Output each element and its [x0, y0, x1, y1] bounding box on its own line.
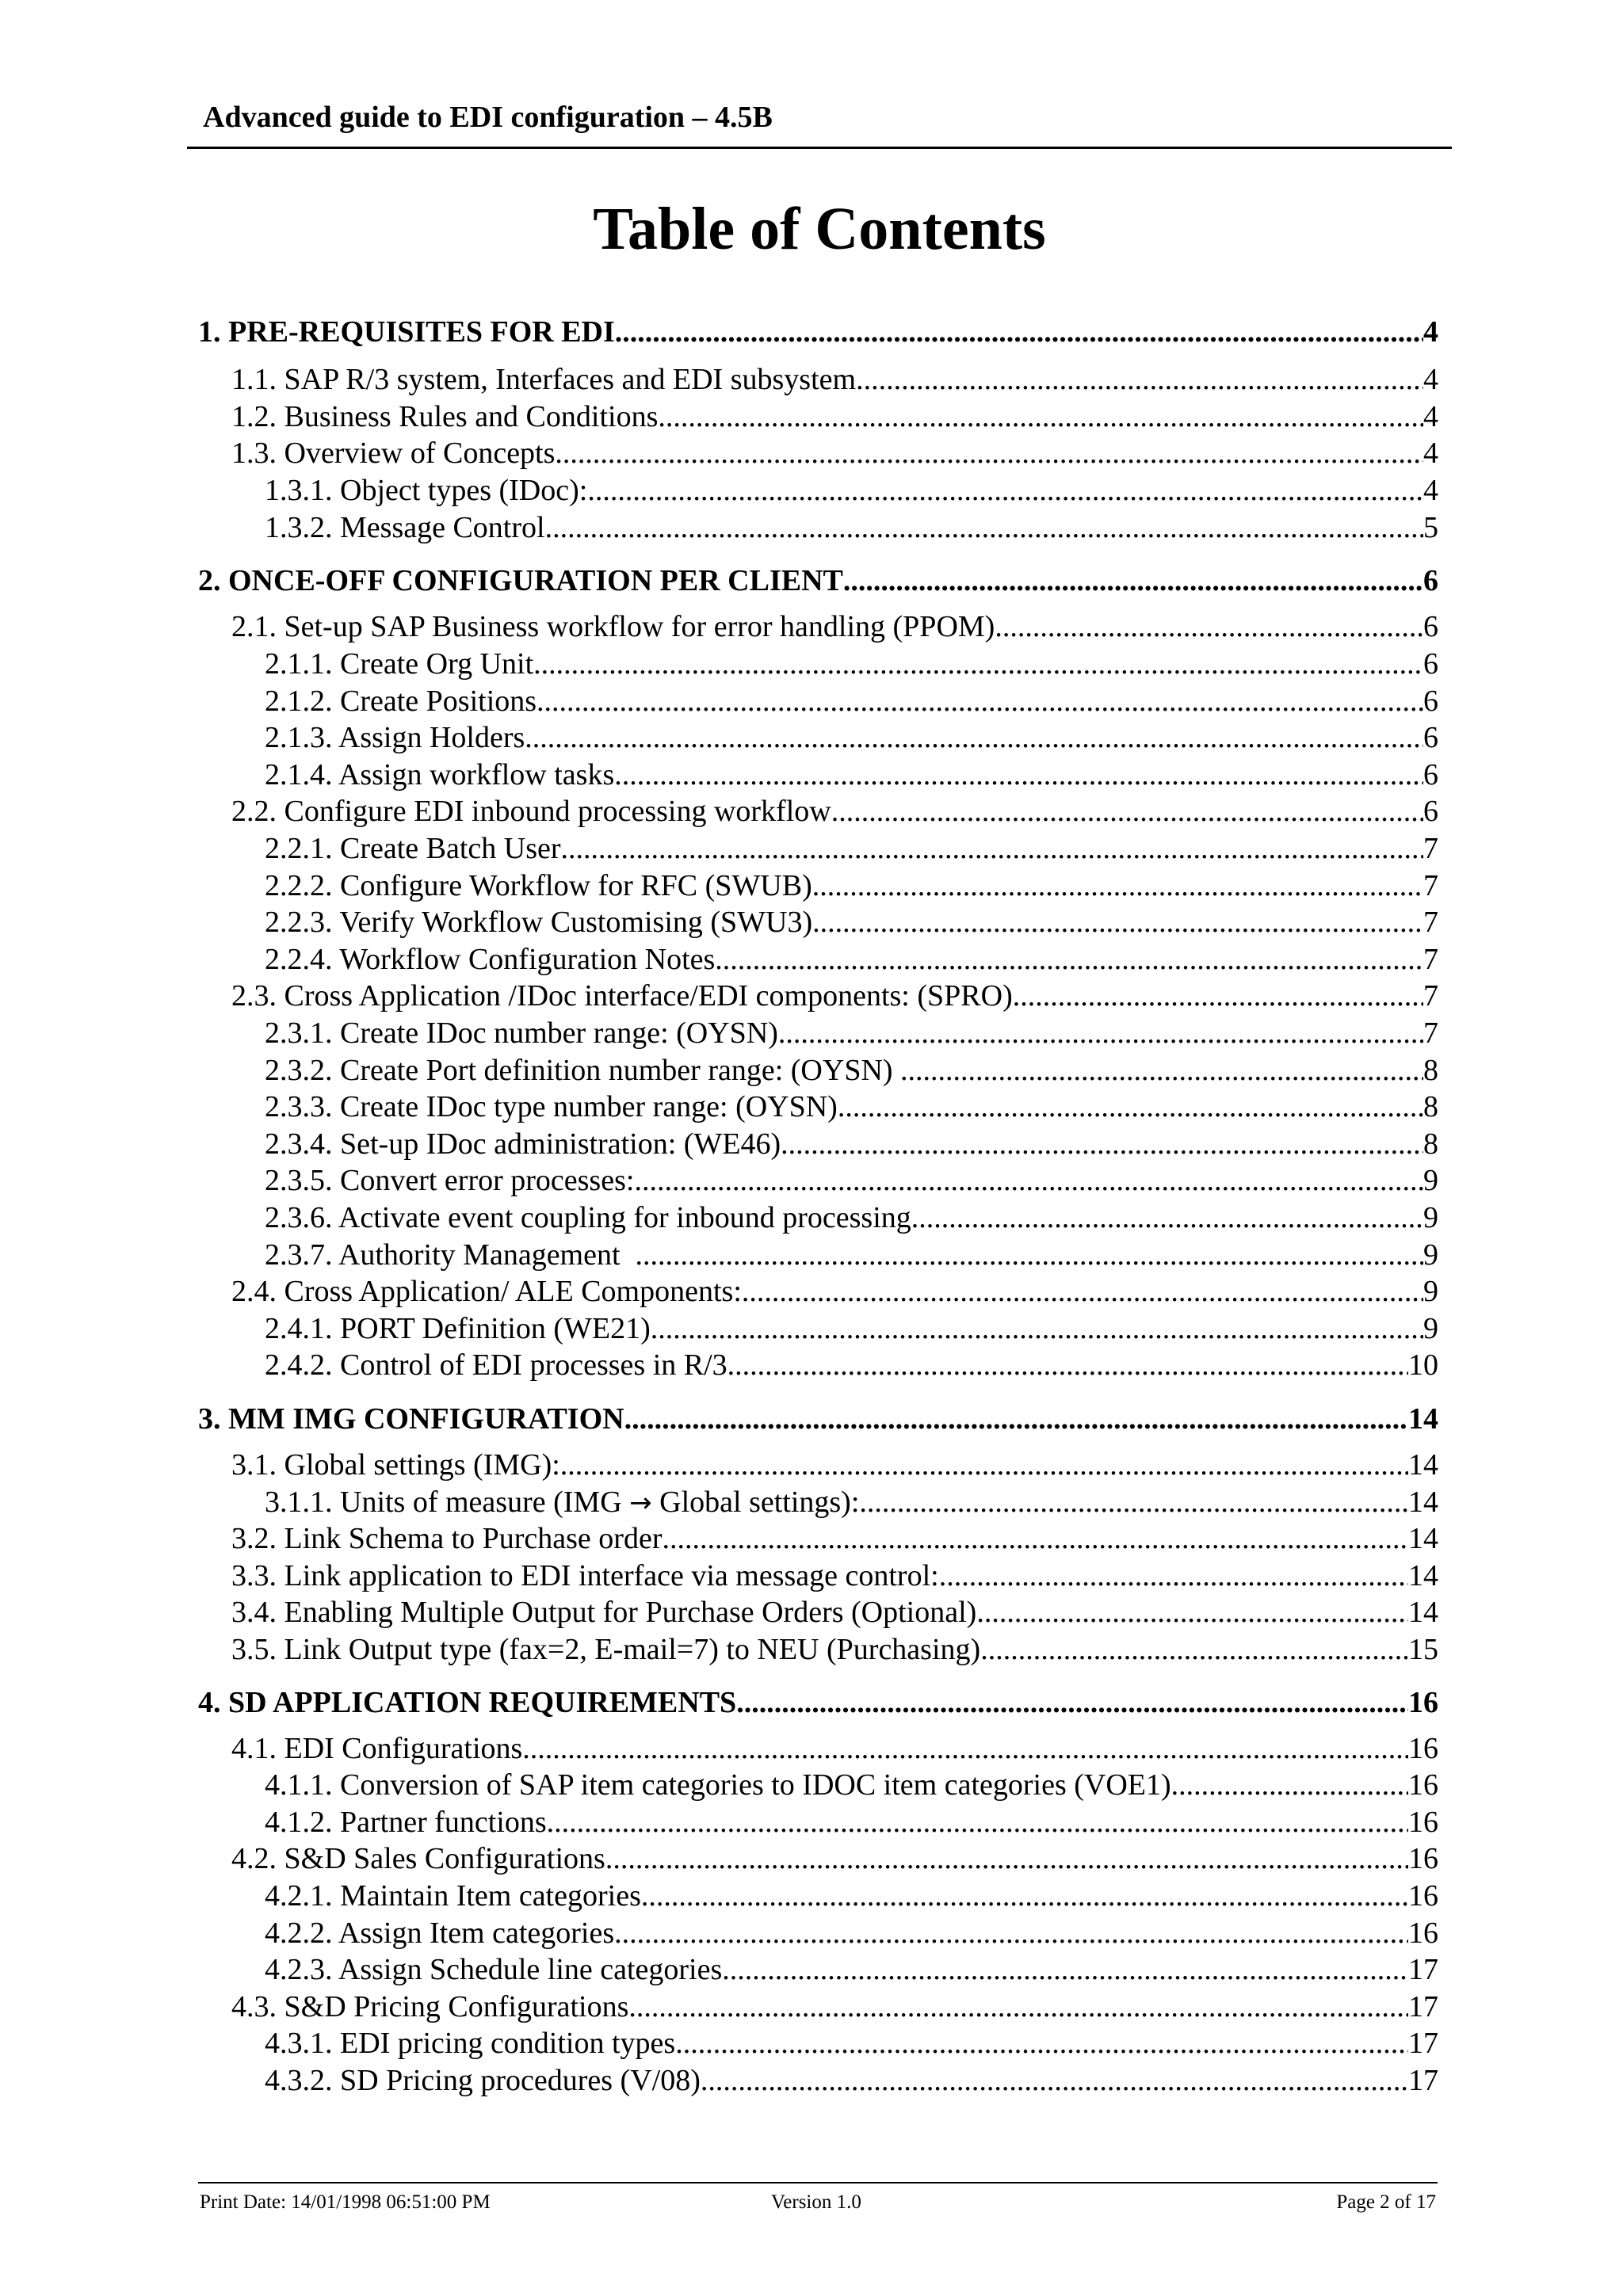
toc-entry-page: 7: [1423, 943, 1438, 976]
toc-dot-leader: [856, 361, 1423, 398]
toc-entry-page: 7: [1423, 832, 1438, 865]
toc-entry-page: 17: [1408, 2027, 1438, 2060]
toc-entry-title: 2.3.6. Activate event coupling for inbound processing: [265, 1201, 911, 1234]
toc-entry-title-part: 3.1.1. Units of measure (IMG: [265, 1486, 630, 1519]
toc-entry-page: 14: [1408, 1448, 1438, 1482]
toc-entry-title: 4.2. S&D Sales Configurations: [231, 1842, 605, 1875]
toc-entry[interactable]: [265, 1199, 1438, 1236]
toc-dot-leader: [614, 1915, 1408, 1951]
toc-dot-leader: [533, 646, 1423, 682]
toc-entry[interactable]: [265, 2025, 1438, 2061]
toc-dot-leader: [628, 1989, 1408, 2025]
toc-entry[interactable]: [231, 399, 1438, 435]
toc-entry-page: 8: [1423, 1054, 1438, 1087]
toc-entry-title: 3.3. Link application to EDI interface via message control:: [231, 1559, 939, 1592]
toc-entry[interactable]: [265, 1089, 1438, 1125]
toc-dot-leader: [911, 1199, 1423, 1236]
toc-entry-title: 2.3. Cross Application /IDoc interface/EDI components: (SPRO): [231, 979, 1013, 1013]
toc-dot-leader: [812, 868, 1423, 904]
toc-entry[interactable]: [265, 1767, 1438, 1803]
toc-entry-page: 7: [1423, 869, 1438, 902]
toc-dot-leader: [537, 683, 1423, 719]
toc-entry-page: 16: [1408, 1842, 1438, 1875]
toc-entry-title: 2.2.1. Create Batch User: [265, 832, 561, 865]
toc-entry-title: 4.2.1. Maintain Item categories: [265, 1879, 641, 1913]
toc-entry-title: 2.2.3. Verify Workflow Customising (SWU3): [265, 906, 813, 939]
toc-dot-leader: [727, 1347, 1408, 1383]
toc-dot-leader: [658, 399, 1423, 435]
footer-divider: [198, 2182, 1438, 2183]
toc-entry-page: 16: [1408, 1686, 1438, 1719]
toc-entry[interactable]: [265, 1951, 1438, 1988]
toc-dot-leader: [651, 1310, 1423, 1347]
toc-dot-leader: [778, 1015, 1423, 1051]
toc-dot-leader: [980, 1631, 1408, 1668]
toc-entry-title: 4. SD APPLICATION REQUIREMENTS: [198, 1686, 737, 1719]
toc-entry[interactable]: [231, 978, 1438, 1014]
toc-entry[interactable]: [231, 1447, 1438, 1483]
toc-dot-leader: [1171, 1767, 1408, 1803]
toc-dot-leader: [742, 1273, 1423, 1310]
toc-entry-title: 1.1. SAP R/3 system, Interfaces and EDI subsystem: [231, 363, 857, 396]
toc-entry-title: 3.5. Link Output type (fax=2, E-mail=7) to NEU (Purchasing): [231, 1633, 981, 1666]
toc-entry[interactable]: [265, 509, 1438, 546]
toc-entry-page: 9: [1423, 1164, 1438, 1197]
toc-entry-title: 4.3.2. SD Pricing procedures (V/08): [265, 2064, 701, 2097]
toc-entry-page: 17: [1408, 2064, 1438, 2097]
toc-entry[interactable]: [265, 2062, 1438, 2099]
toc-entry-page: 16: [1408, 1806, 1438, 1839]
toc-entry[interactable]: [265, 1347, 1438, 1383]
toc-entry-page: 5: [1423, 511, 1438, 544]
toc-entry[interactable]: [231, 1594, 1438, 1630]
toc-entry[interactable]: [231, 1730, 1438, 1767]
toc-entry-title: 2.4.1. PORT Definition (WE21): [265, 1312, 651, 1345]
toc-entry-page: 9: [1423, 1201, 1438, 1234]
toc-entry[interactable]: [231, 361, 1438, 398]
footer-version: Version 1.0: [771, 2191, 861, 2213]
toc-dot-leader: [939, 1558, 1408, 1594]
toc-entry-page: 6: [1423, 685, 1438, 718]
toc-entry-page: 6: [1423, 795, 1438, 828]
toc-entry-title: 4.1. EDI Configurations: [231, 1732, 523, 1765]
toc-entry[interactable]: [265, 1015, 1438, 1051]
toc-entry-title: 2.2. Configure EDI inbound processing workflow: [231, 795, 831, 828]
toc-entry-page: 6: [1423, 721, 1438, 754]
toc-entry-title: 2. ONCE-OFF CONFIGURATION PER CLIENT: [198, 564, 843, 597]
right-arrow-icon: →: [629, 1487, 652, 1519]
toc-dot-leader: [701, 2062, 1408, 2099]
toc-entry[interactable]: [265, 1126, 1438, 1162]
toc-entry-title: 2.3.4. Set-up IDoc administration: (WE46): [265, 1127, 781, 1161]
toc-entry-page: 7: [1423, 979, 1438, 1013]
toc-entry[interactable]: [198, 563, 1438, 599]
toc-dot-leader: [525, 719, 1423, 756]
toc-entry-page: 4: [1423, 437, 1438, 470]
toc-entry-page: 14: [1408, 1559, 1438, 1592]
toc-entry[interactable]: [231, 1558, 1438, 1594]
toc-dot-leader: [555, 435, 1423, 471]
toc-entry[interactable]: [265, 1052, 1438, 1089]
toc-entry[interactable]: [265, 1878, 1438, 1914]
toc-entry-title: 2.3.2. Create Port definition number range: (OYSN): [265, 1054, 901, 1087]
toc-entry[interactable]: [231, 1631, 1438, 1668]
toc-entry-title: 2.4. Cross Application/ ALE Components:: [231, 1275, 742, 1308]
page-title: Table of Contents: [593, 196, 1046, 262]
toc-entry-title: 4.2.3. Assign Schedule line categories: [265, 1953, 723, 1986]
toc-entry[interactable]: [231, 1989, 1438, 2025]
toc-entry-title-part: Global settings):: [651, 1486, 860, 1519]
toc-entry-title: 3.2. Link Schema to Purchase order: [231, 1522, 663, 1555]
toc-entry-title: 2.3.7. Authority Management: [265, 1238, 636, 1272]
toc-dot-leader: [900, 1052, 1423, 1089]
toc-entry[interactable]: [231, 1840, 1438, 1877]
toc-entry-page: 9: [1423, 1275, 1438, 1308]
footer-page-number: Page 2 of 17: [1336, 2191, 1436, 2213]
toc-entry-title: 2.1.4. Assign workflow tasks: [265, 758, 615, 791]
toc-entry[interactable]: [265, 868, 1438, 904]
toc-entry-page: 4: [1423, 474, 1438, 507]
toc-dot-leader: [587, 472, 1423, 509]
toc-entry-title: 4.1.2. Partner functions: [265, 1806, 547, 1839]
toc-entry-title: 2.3.1. Create IDoc number range: (OYSN): [265, 1016, 778, 1050]
toc-entry[interactable]: [231, 608, 1438, 645]
toc-dot-leader: [675, 2025, 1408, 2061]
toc-entry-page: 6: [1423, 758, 1438, 791]
toc-entry[interactable]: [198, 1401, 1438, 1437]
toc-entry-page: 9: [1423, 1238, 1438, 1272]
toc-entry-page: 16: [1408, 1768, 1438, 1802]
footer-print-date: Print Date: 14/01/1998 06:51:00 PM: [200, 2191, 491, 2213]
document-header-title: Advanced guide to EDI configuration – 4.5B: [203, 101, 773, 134]
toc-entry-title: 2.1. Set-up SAP Business workflow for error handling (PPOM): [231, 610, 995, 643]
toc-dot-leader: [636, 1237, 1423, 1273]
toc-entry-title: 1.3.1. Object types (IDoc):: [265, 474, 588, 507]
toc-entry-title: 2.2.2. Configure Workflow for RFC (SWUB): [265, 869, 812, 902]
toc-entry[interactable]: [265, 757, 1438, 793]
toc-entry[interactable]: [265, 683, 1438, 719]
toc-entry-page: 6: [1423, 647, 1438, 681]
toc-dot-leader: [995, 608, 1423, 645]
toc-entry[interactable]: [231, 793, 1438, 830]
toc-entry-page: 7: [1423, 1016, 1438, 1050]
toc-entry-title: 2.1.3. Assign Holders: [265, 721, 525, 754]
toc-entry-page: 17: [1408, 1953, 1438, 1986]
toc-entry-title: 2.3.5. Convert error processes:: [265, 1164, 635, 1197]
toc-entry-page: 17: [1408, 1990, 1438, 2023]
toc-dot-leader: [843, 563, 1423, 599]
toc-entry-page: 14: [1408, 1402, 1438, 1436]
toc-entry-title: [265, 1484, 859, 1520]
toc-entry[interactable]: [231, 1273, 1438, 1310]
toc-entry[interactable]: [265, 719, 1438, 756]
toc-entry-page: 4: [1423, 315, 1438, 349]
toc-entry-page: 14: [1408, 1596, 1438, 1629]
toc-entry-page: 7: [1423, 906, 1438, 939]
toc-dot-leader: [614, 757, 1423, 793]
toc-entry[interactable]: [231, 1520, 1438, 1557]
toc-entry-title: 1.3. Overview of Concepts: [231, 437, 556, 470]
toc-entry-page: 8: [1423, 1127, 1438, 1161]
toc-entry-page: 6: [1423, 564, 1438, 597]
toc-dot-leader: [545, 509, 1423, 546]
toc-entry[interactable]: [265, 1237, 1438, 1273]
toc-entry-page: 16: [1408, 1879, 1438, 1913]
toc-entry-page: 6: [1423, 610, 1438, 643]
toc-entry-page: 4: [1423, 363, 1438, 396]
toc-entry-page: 4: [1423, 400, 1438, 433]
toc-dot-leader: [560, 1447, 1408, 1483]
toc-entry-title: 1.2. Business Rules and Conditions: [231, 400, 659, 433]
toc-entry-title: 2.4.2. Control of EDI processes in R/3: [265, 1348, 727, 1382]
toc-entry-title: 4.3.1. EDI pricing condition types: [265, 2027, 676, 2060]
toc-entry-page: 15: [1408, 1633, 1438, 1666]
toc-entry-title: 4.3. S&D Pricing Configurations: [231, 1990, 629, 2023]
toc-dot-leader: [976, 1594, 1408, 1630]
toc-dot-leader: [736, 1684, 1408, 1721]
toc-dot-leader: [547, 1804, 1408, 1840]
toc-dot-leader: [715, 941, 1423, 978]
toc-dot-leader: [781, 1126, 1423, 1162]
toc-entry[interactable]: [265, 646, 1438, 682]
toc-entry-page: 14: [1408, 1522, 1438, 1555]
toc-entry-title: 3.1. Global settings (IMG):: [231, 1448, 560, 1482]
toc-dot-leader: [605, 1840, 1408, 1877]
toc-entry[interactable]: [265, 1484, 1438, 1520]
toc-entry-title: 3. MM IMG CONFIGURATION: [198, 1402, 624, 1436]
toc-entry[interactable]: [265, 904, 1438, 940]
toc-entry-page: 14: [1408, 1486, 1438, 1519]
toc-entry-title: 4.1.1. Conversion of SAP item categories to IDOC item categories (VOE1): [265, 1768, 1171, 1802]
toc-entry[interactable]: [265, 830, 1438, 867]
toc-dot-leader: [561, 830, 1423, 867]
toc-dot-leader: [812, 904, 1423, 940]
toc-dot-leader: [522, 1730, 1408, 1767]
toc-dot-leader: [615, 314, 1423, 350]
toc-dot-leader: [641, 1878, 1408, 1914]
toc-entry-page: 16: [1408, 1917, 1438, 1950]
toc-entry-title: 4.2.2. Assign Item categories: [265, 1917, 615, 1950]
toc-dot-leader: [831, 793, 1423, 830]
toc-dot-leader: [838, 1089, 1423, 1125]
toc-entry[interactable]: [231, 435, 1438, 471]
toc-entry[interactable]: [198, 314, 1438, 350]
toc-entry-title: 3.4. Enabling Multiple Output for Purchase Orders (Optional): [231, 1596, 977, 1629]
toc-dot-leader: [634, 1162, 1423, 1199]
toc-entry-title: 2.1.1. Create Org Unit: [265, 647, 534, 681]
toc-dot-leader: [662, 1520, 1408, 1557]
toc-dot-leader: [859, 1484, 1408, 1520]
toc-entry-title: 1.3.2. Message Control: [265, 511, 545, 544]
toc-entry[interactable]: [265, 1310, 1438, 1347]
toc-entry-title: 2.3.3. Create IDoc type number range: (OYSN): [265, 1090, 838, 1123]
toc-dot-leader: [722, 1951, 1408, 1988]
toc-entry-page: 16: [1408, 1732, 1438, 1765]
toc-entry[interactable]: [265, 472, 1438, 509]
toc-entry[interactable]: [265, 1162, 1438, 1199]
toc-entry-page: 8: [1423, 1090, 1438, 1123]
toc-entry[interactable]: [265, 1915, 1438, 1951]
toc-entry[interactable]: [265, 1804, 1438, 1840]
toc-entry[interactable]: [265, 941, 1438, 978]
toc-entry-page: 9: [1423, 1312, 1438, 1345]
toc-entry[interactable]: [198, 1684, 1438, 1721]
toc-entry-title: 2.2.4. Workflow Configuration Notes: [265, 943, 716, 976]
toc-entry-title: 2.1.2. Create Positions: [265, 685, 537, 718]
toc-entry-page: 10: [1408, 1348, 1438, 1382]
toc-dot-leader: [1013, 978, 1423, 1014]
toc-entry-title: 1. PRE-REQUISITES FOR EDI: [198, 315, 615, 349]
toc-dot-leader: [624, 1401, 1408, 1437]
